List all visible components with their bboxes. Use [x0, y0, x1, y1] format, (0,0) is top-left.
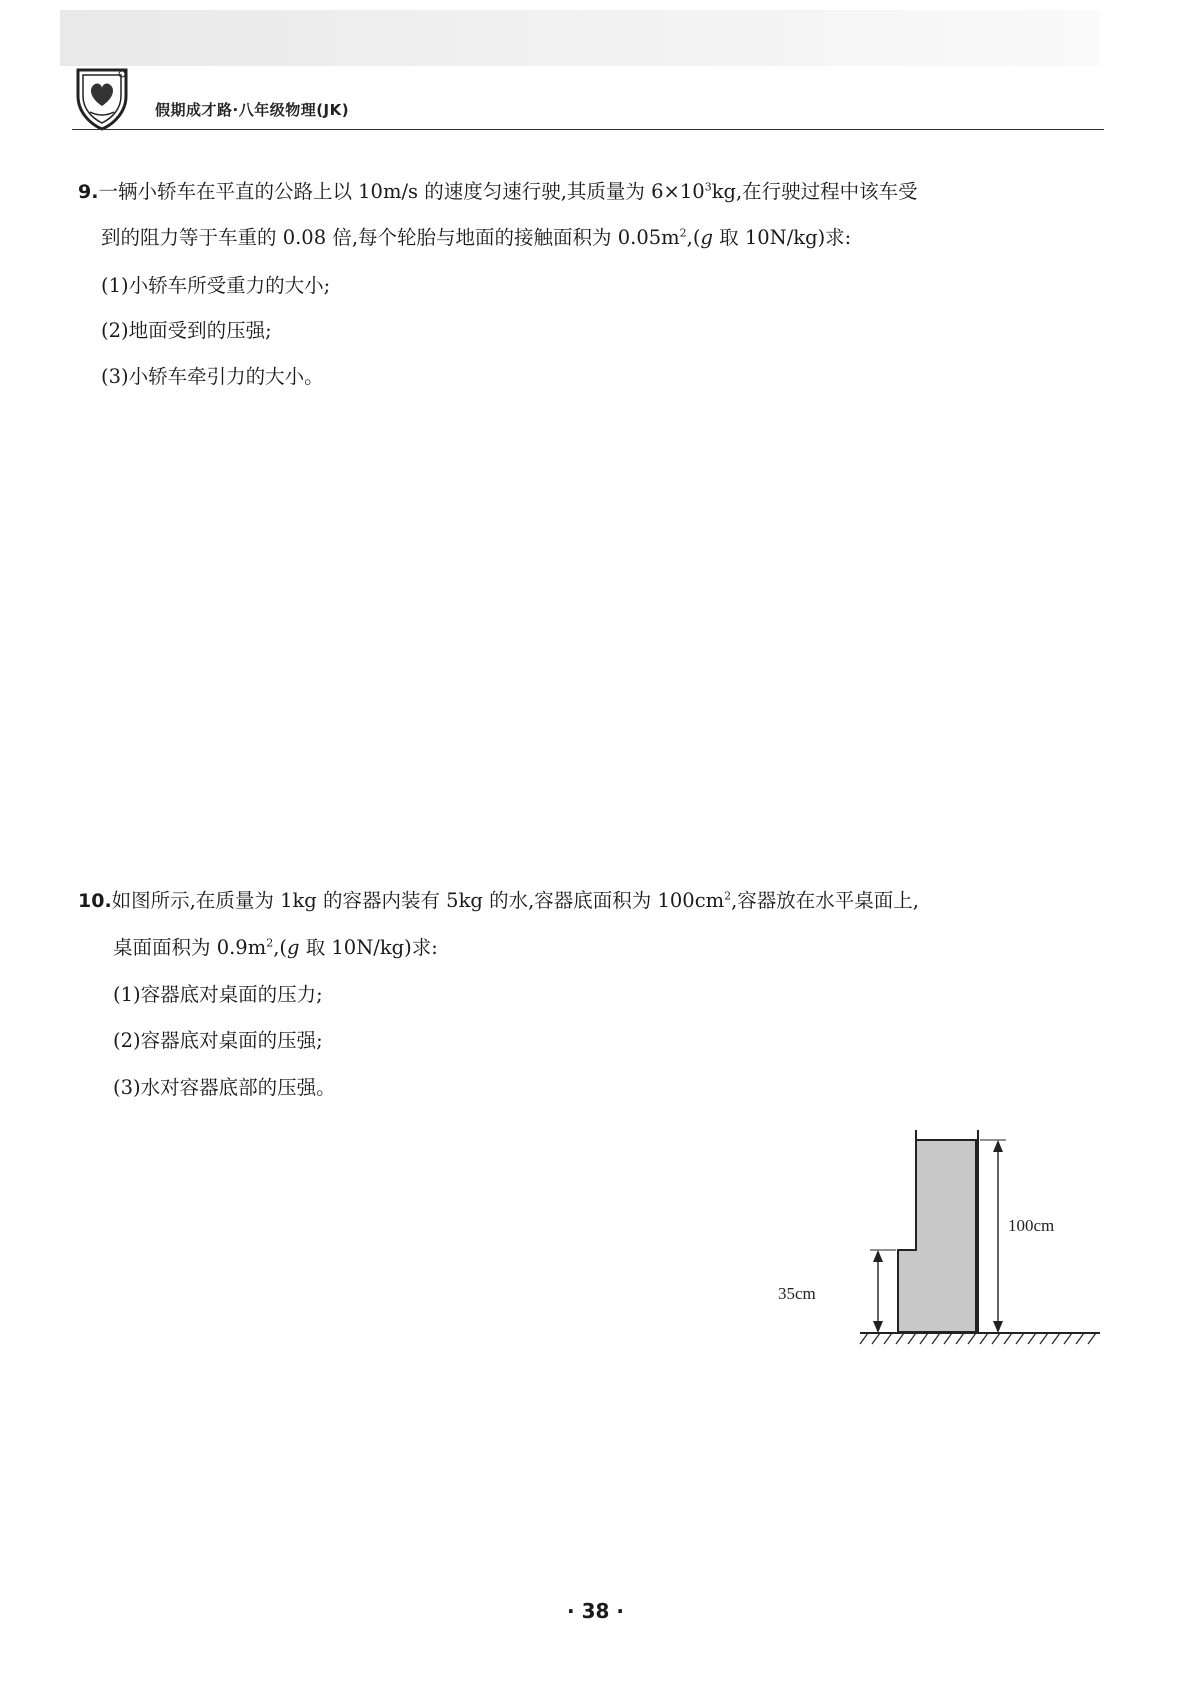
label-100cm: 100cm	[1008, 1216, 1055, 1235]
container-water	[898, 1140, 976, 1332]
q10-line2: 桌面面积为 $0.9m^2,(g$ 取 10N/kg)求:	[113, 936, 438, 959]
header-band	[60, 10, 1100, 66]
q10-number: 10.	[78, 890, 112, 912]
q9-line2: 到的阻力等于车重的 0.08 倍,每个轮胎与地面的接触面积为 $0.05m^2,(g$ 取 10N/kg)求:	[101, 226, 852, 249]
q9-number: 9.	[78, 181, 99, 203]
header-divider	[72, 129, 1104, 130]
q9-line1: 9.一辆小轿车在平直的公路上以 10m/s 的速度匀速行驶,其质量为 $6\times 10^3kg$,在行驶过程中该车受	[78, 180, 918, 203]
container-diagram	[778, 1122, 1128, 1352]
q9-sub2: (2)地面受到的压强;	[101, 319, 272, 342]
page-number: · 38 ·	[567, 1599, 624, 1623]
q10-sub1: (1)容器底对桌面的压力;	[113, 983, 323, 1006]
q9-sub1: (1)小轿车所受重力的大小;	[101, 274, 331, 297]
label-35cm: 35cm	[778, 1284, 816, 1303]
q9-sub3: (3)小轿车牵引力的大小。	[101, 365, 324, 388]
table-hatching	[860, 1333, 1096, 1344]
header-title: 假期成才路·八年级物理(JK)	[155, 101, 350, 119]
publisher-logo-icon	[72, 66, 132, 132]
q10-sub3: (3)水对容器底部的压强。	[113, 1076, 336, 1099]
q10-line1: 10.如图所示,在质量为 1kg 的容器内装有 5kg 的水,容器底面积为 $100cm^2$,容器放在水平桌面上,	[78, 889, 920, 912]
q10-sub2: (2)容器底对桌面的压强;	[113, 1029, 323, 1052]
